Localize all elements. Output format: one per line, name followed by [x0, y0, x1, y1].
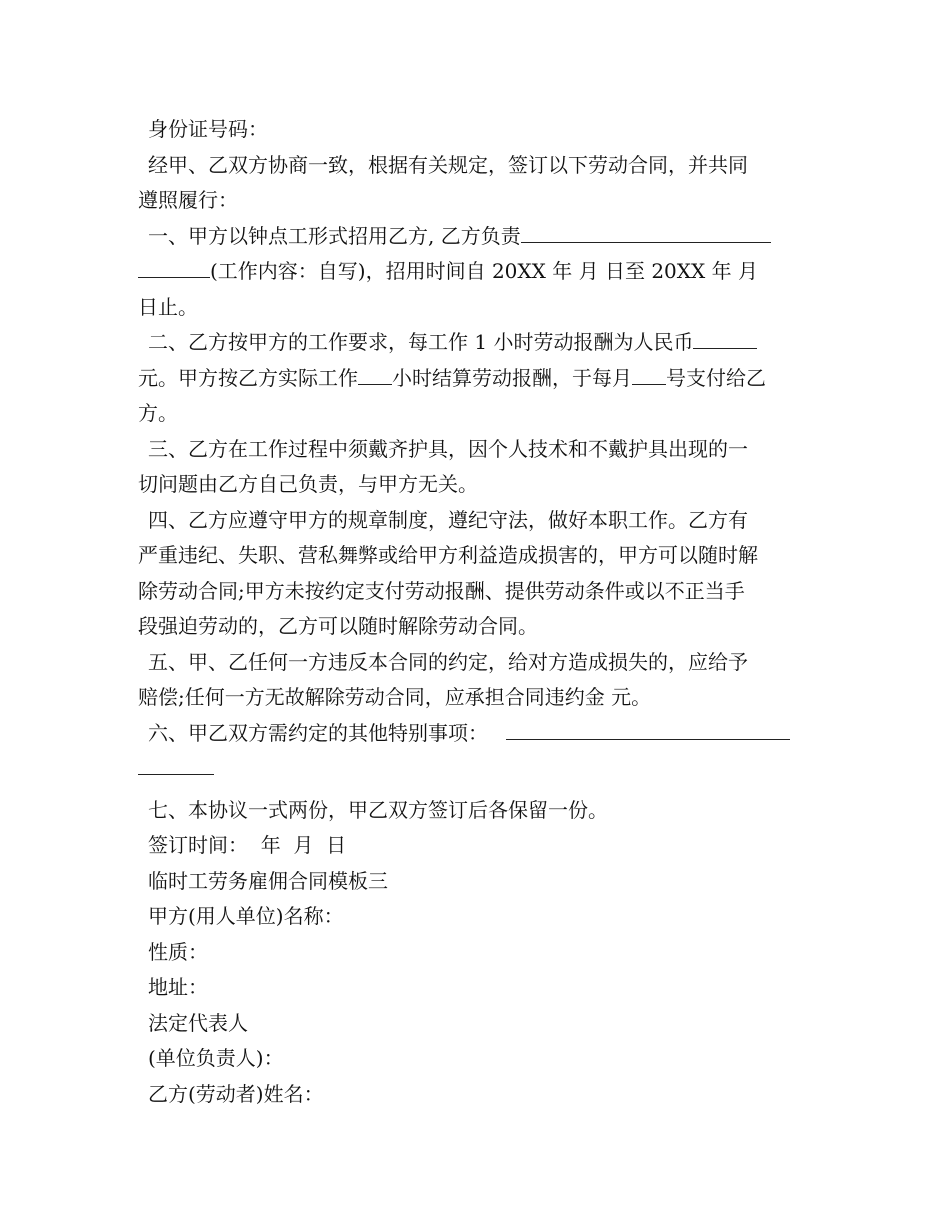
template-title: 临时工劳务雇佣合同模板三: [148, 868, 388, 893]
nature-label: 性质：: [148, 939, 208, 964]
clause-2-line-1: [138, 325, 814, 361]
sign-time: 签订时间： 年 月 日: [148, 833, 347, 857]
clause-5-line-1: 五、甲、乙任何一方违反本合同的约定，给对方造成损失的，应给予: [148, 649, 748, 674]
hours-blank: [358, 363, 392, 385]
clause-6-text: 六、甲乙双方需约定的其他特别事项：: [148, 720, 488, 745]
party-b-name-label: 乙方(劳动者)姓名：: [148, 1081, 324, 1106]
special-terms-blank: [506, 718, 790, 740]
clause-5-line-2: 赔偿;任何一方无故解除劳动合同，应承担合同违约金 元。: [138, 685, 652, 709]
clause-6-line-1: [138, 716, 814, 752]
pay-day-blank: [632, 363, 666, 385]
hourly-pay-blank: [693, 327, 757, 349]
clause-4-line-3: 除劳动合同;甲方未按约定支付劳动报酬、提供劳动条件或以不正当手: [138, 578, 745, 603]
special-terms-blank-cont: [138, 753, 214, 775]
document-body: [138, 112, 814, 1112]
unit-head-label: (单位负责人)：: [148, 1046, 284, 1070]
intro-line-2: 遵照履行：: [138, 188, 238, 212]
clause-3-line-2: 切问题由乙方自己负责，与甲方无关。: [138, 472, 478, 496]
clause-1-term-text: (工作内容：自写)，招用时间自 20XX 年 月 日至 20XX 年 月: [210, 259, 758, 283]
party-a-name-label: 甲方(用人单位)名称：: [148, 904, 344, 928]
legal-representative-label: 法定代表人: [148, 1010, 248, 1035]
job-duty-blank: [521, 221, 771, 243]
job-content-blank: [138, 256, 210, 278]
id-number-label: 身份证号码：: [148, 117, 268, 141]
clause-4-line-2: 严重违纪、失职、营私舞弊或给甲方利益造成损害的，甲方可以随时解: [138, 543, 758, 567]
clause-2-text-c: 号支付给乙: [666, 365, 766, 390]
clause-4-line-4: 段强迫劳动的，乙方可以随时解除劳动合同。: [138, 614, 538, 638]
clause-2-line-3: 方。: [138, 401, 178, 425]
clause-1-line-3: 日止。: [138, 294, 198, 319]
clause-2-line-2: [138, 361, 814, 397]
clause-3-line-1: 三、乙方在工作过程中须戴齐护具，因个人技术和不戴护具出现的一: [148, 436, 748, 461]
clause-4-line-1: 四、乙方应遵守甲方的规章制度，遵纪守法，做好本职工作。乙方有: [148, 507, 748, 532]
clause-2-text: 二、乙方按甲方的工作要求，每工作 1 小时劳动报酬为人民币: [148, 330, 694, 354]
intro-line-1: 经甲、乙双方协商一致，根据有关规定，签订以下劳动合同，并共同: [148, 152, 748, 177]
clause-2-text-a: 元。甲方按乙方实际工作: [138, 365, 358, 390]
clause-7: 七、本协议一式两份，甲乙双方签订后各保留一份。: [148, 797, 608, 822]
clause-2-text-b: 小时结算劳动报酬，于每月: [392, 365, 632, 390]
clause-1-line-2: [138, 254, 814, 290]
clause-6-line-2: [138, 751, 814, 787]
clause-1-text: 一、甲方以钟点工形式招用乙方, 乙方负责: [148, 223, 521, 248]
address-label: 地址：: [148, 975, 208, 999]
clause-1-line-1: [138, 219, 814, 255]
